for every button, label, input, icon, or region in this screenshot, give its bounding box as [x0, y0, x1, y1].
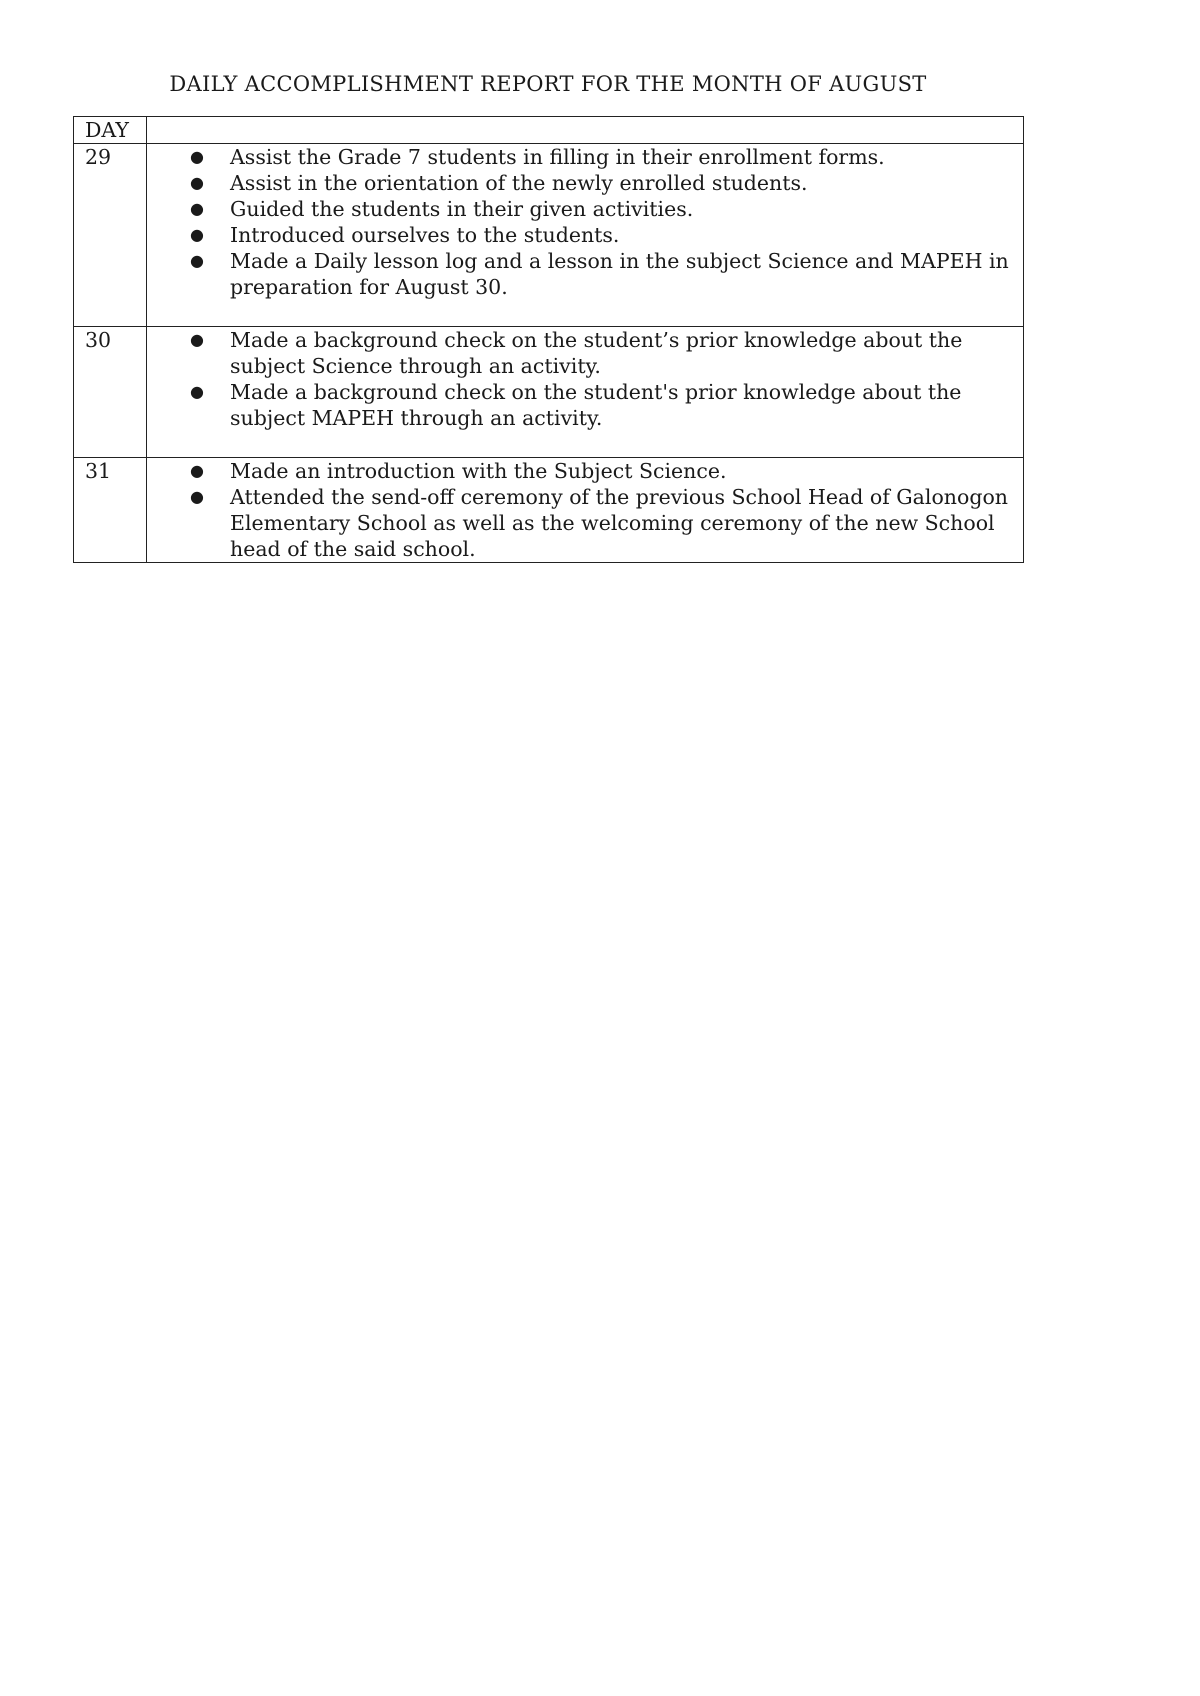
accomplishment-table — [73, 116, 1024, 563]
list-item — [147, 144, 1015, 170]
activity-text: Assist in the orientation of the newly enrolled students. — [230, 171, 808, 195]
page-title: DAILY ACCOMPLISHMENT REPORT FOR THE MONTH OF AUGUST — [169, 72, 927, 96]
activity-list — [147, 458, 1023, 562]
table-header-row — [74, 117, 1024, 144]
day-cell: 29 — [74, 144, 147, 327]
table-row — [74, 327, 1024, 458]
list-item — [147, 327, 1015, 379]
bullet-icon: ● — [190, 199, 204, 218]
activities-cell — [147, 327, 1024, 458]
activities-header — [147, 117, 1024, 144]
list-item — [147, 379, 1015, 431]
bullet-icon: ● — [190, 173, 204, 192]
bullet-icon: ● — [190, 251, 204, 270]
table-row — [74, 458, 1024, 563]
activity-text: Made a background check on the student’s prior knowledge about the subject Science through an activity. — [230, 328, 963, 378]
day-cell: 31 — [74, 458, 147, 563]
day-cell: 30 — [74, 327, 147, 458]
activity-text: Made a background check on the student's prior knowledge about the subject MAPEH through an activity. — [230, 380, 962, 430]
activity-text: Introduced ourselves to the students. — [230, 223, 620, 247]
activity-text: Made a Daily lesson log and a lesson in the subject Science and MAPEH in preparation for August 30. — [230, 249, 1009, 299]
list-item — [147, 248, 1015, 300]
bullet-icon: ● — [190, 225, 204, 244]
list-item — [147, 222, 1015, 248]
activity-text: Assist the Grade 7 students in filling in their enrollment forms. — [230, 145, 885, 169]
activity-text: Guided the students in their given activities. — [230, 197, 694, 221]
activity-text: Made an introduction with the Subject Science. — [230, 459, 727, 483]
activity-list — [147, 144, 1023, 300]
bullet-icon: ● — [190, 330, 204, 349]
list-item — [147, 484, 1015, 562]
table-row — [74, 144, 1024, 327]
activities-cell — [147, 458, 1024, 563]
bullet-icon: ● — [190, 382, 204, 401]
activities-cell — [147, 144, 1024, 327]
bullet-icon: ● — [190, 487, 204, 506]
list-item — [147, 170, 1015, 196]
activity-text: Attended the send-off ceremony of the previous School Head of Galonogon Elementary School as well as the welcoming ceremony of the new School head of the said school. — [230, 485, 1009, 561]
list-item — [147, 458, 1015, 484]
bullet-icon: ● — [190, 461, 204, 480]
activity-list — [147, 327, 1023, 431]
list-item — [147, 196, 1015, 222]
day-header: DAY — [74, 117, 147, 144]
bullet-icon: ● — [190, 147, 204, 166]
